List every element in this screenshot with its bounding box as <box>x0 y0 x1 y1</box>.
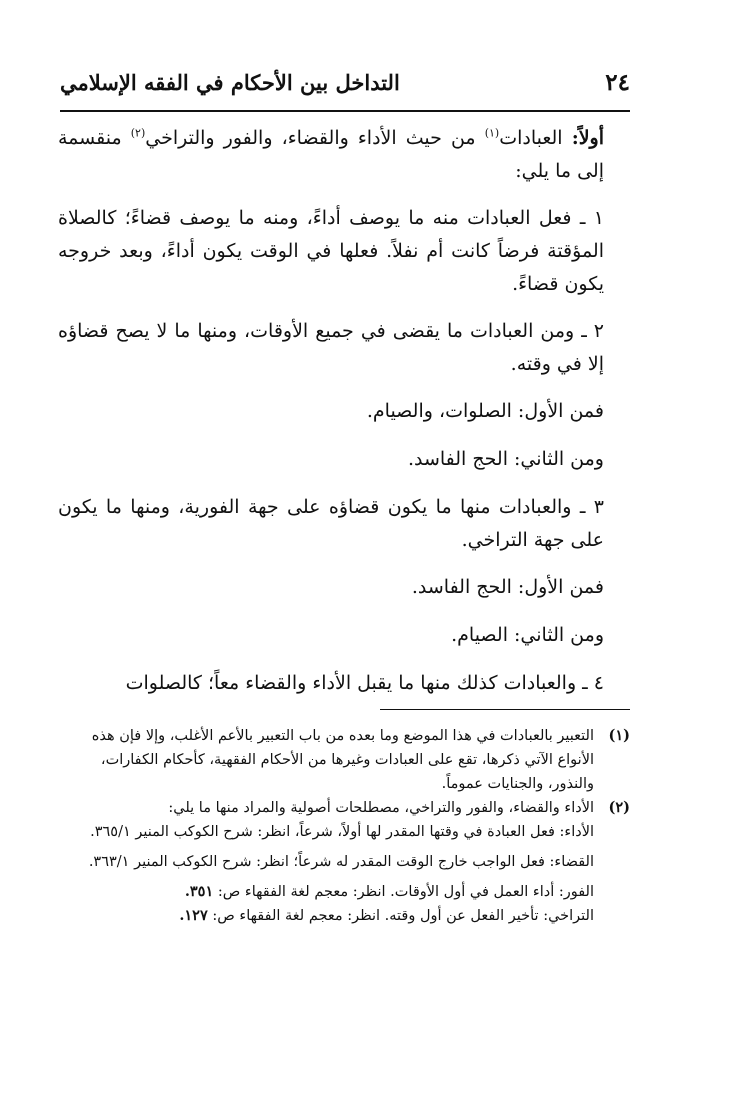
paragraph-intro <box>58 122 632 188</box>
paragraph-3-first: فمن الأول: الحج الفاسد. <box>411 576 604 598</box>
intro-lead: أولاً: <box>571 127 604 149</box>
footnote-2-mark: (٢) <box>608 799 630 816</box>
intro-text-b: من حيث الأداء والقضاء، والفور والتراخي <box>145 127 485 149</box>
paragraph-3: ٣ ـ والعبادات منها ما يكون قضاؤه على جهة الفورية، ومنها ما يكون على جهة التراخي. <box>58 496 604 551</box>
footnote-1-text: التعبير بالعبادات في هذا الموضع وما بعده من باب التعبير بالأعم الأغلب، وإلا فإن هذه الأنواع الآتي ذكرها، تقع على العبادات وغيرها من الأحكام الفقهية، كأحكام الكفارات، والنذور، والجنايات عموماً. <box>91 728 594 792</box>
paragraph-1: ١ ـ فعل العبادات منه ما يوصف أداءً، ومنه ما يوصف قضاءً؛ كالصلاة المؤقتة فرضاً كانت أم نفلاً. فعلها في الوقت يكون أداءً، وبعد خروجه يكون قضاءً. <box>58 207 604 295</box>
tarakhi-text: التراخي: تأخير الفعل عن أول وقته. انظر: معجم لغة الفقهاء ص: <box>212 908 594 924</box>
footnote-1-mark: (١) <box>608 727 630 744</box>
main-text <box>58 122 632 714</box>
paragraph-4: ٤ ـ والعبادات كذلك منها ما يقبل الأداء والقضاء معاً؛ كالصلوات <box>125 672 604 694</box>
footnote-ref-1: (١) <box>484 126 500 140</box>
footnote-rule <box>380 709 630 710</box>
intro-text-a: العبادات <box>499 127 572 149</box>
page-header <box>60 66 630 106</box>
paragraph-2-first: فمن الأول: الصلوات، والصيام. <box>366 400 604 422</box>
footnotes <box>58 724 630 928</box>
fawr-page: ٣٥١. <box>184 883 214 900</box>
footnote-2-intro: الأداء والقضاء، والفور والتراخي، مصطلحات أصولية والمراد منها ما يلي: <box>168 800 594 816</box>
ada-ref: ٣٦٥/١. <box>90 824 131 840</box>
paragraph-2-second: ومن الثاني: الحج الفاسد. <box>407 448 604 470</box>
paragraph-3-second: ومن الثاني: الصيام. <box>451 624 604 646</box>
footnote-2-fawr <box>58 880 594 904</box>
header-rule <box>60 110 630 112</box>
running-title: التداخل بين الأحكام في الفقه الإسلامي <box>60 70 400 95</box>
fawr-text: الفور: أداء العمل في أول الأوقات. انظر: معجم لغة الفقهاء ص: <box>217 884 594 900</box>
qada-text: القضاء: فعل الواجب خارج الوقت المقدر له شرعاً؛ انظر: شرح الكوكب المنير <box>134 854 594 870</box>
intro-text-c: منقسمة إلى ما يلي: <box>58 127 604 182</box>
footnote-2-tarakhi <box>58 904 594 928</box>
paragraph-2: ٢ ـ ومن العبادات ما يقضى في جميع الأوقات، ومنها ما لا يصح قضاؤه إلا في وقته. <box>58 320 604 375</box>
page-number: ٢٤ <box>605 69 630 96</box>
footnote-2 <box>58 796 630 928</box>
footnote-2-qada <box>58 850 594 874</box>
qada-ref: ٣٦٣/١. <box>88 854 130 870</box>
footnote-2-ada <box>58 820 594 844</box>
tarakhi-page: ١٢٧. <box>179 907 208 924</box>
ada-text: الأداء: فعل العبادة في وقتها المقدر لها أولاً، شرعاً، انظر: شرح الكوكب المنير <box>135 824 594 840</box>
footnote-1 <box>58 724 630 796</box>
footnote-ref-2: (٢) <box>130 126 146 140</box>
